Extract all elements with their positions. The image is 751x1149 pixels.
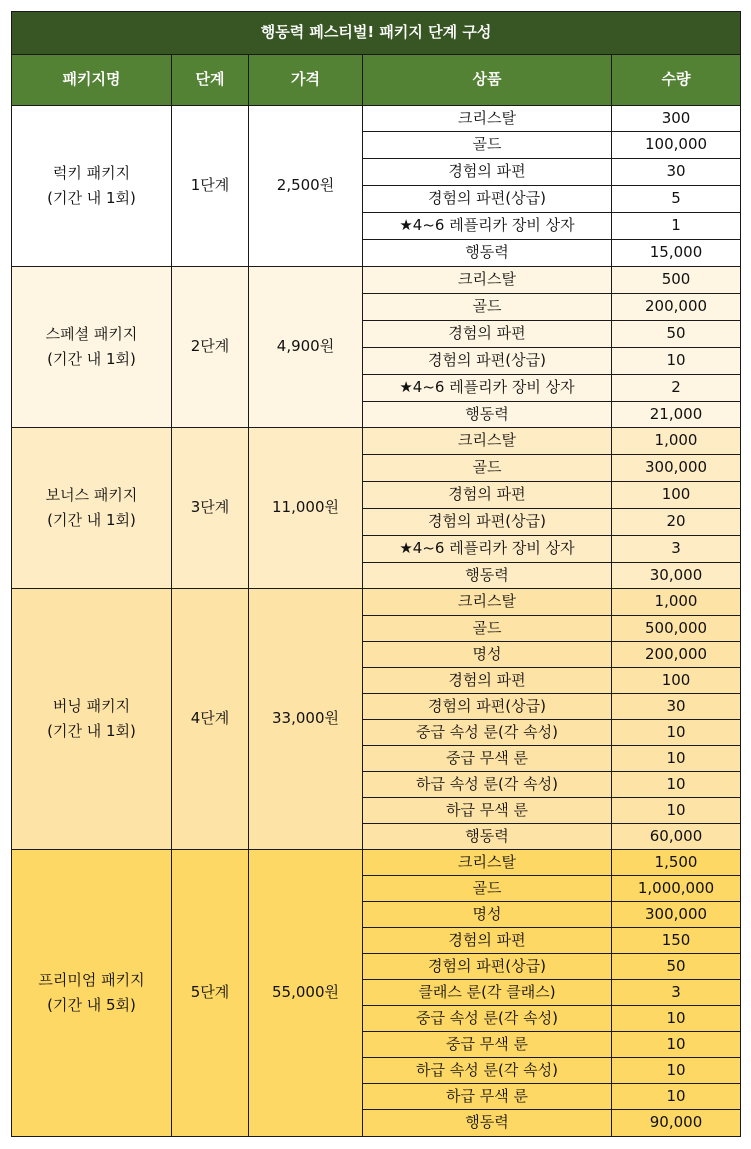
product-cell: 골드 (363, 294, 612, 321)
quantity-cell: 500 (612, 267, 741, 294)
product-cell: 하급 속성 룬(각 속성) (363, 1058, 612, 1084)
quantity-cell: 150 (612, 928, 741, 954)
product-cell: 골드 (363, 876, 612, 902)
quantity-cell: 10 (612, 1084, 741, 1110)
quantity-cell: 90,000 (612, 1110, 741, 1137)
quantity-cell: 1,000,000 (612, 876, 741, 902)
package-tier: 5단계 (172, 850, 249, 1137)
package-name: 프리미엄 패키지 (38, 970, 145, 989)
table-body (12, 106, 741, 1137)
package-name: 스페셜 패키지 (45, 324, 138, 343)
quantity-cell: 1 (612, 213, 741, 240)
package-name-cell (12, 589, 172, 850)
product-cell: ★4~6 레플리카 장비 상자 (363, 213, 612, 240)
product-cell: 경험의 파편 (363, 482, 612, 509)
product-cell: 행동력 (363, 563, 612, 589)
product-cell: 중급 무색 룬 (363, 1032, 612, 1058)
product-cell: 명성 (363, 642, 612, 668)
quantity-cell: 50 (612, 954, 741, 980)
package-tier: 3단계 (172, 428, 249, 589)
package-name-cell (12, 106, 172, 267)
product-cell: 크리스탈 (363, 850, 612, 876)
product-cell: 크리스탈 (363, 589, 612, 616)
table-row (12, 850, 741, 876)
package-table (11, 11, 741, 1137)
package-limit: (기간 내 1회) (47, 511, 136, 529)
package-table-container (11, 11, 740, 1137)
quantity-cell: 30 (612, 694, 741, 720)
header-package-name: 패키지명 (12, 55, 172, 106)
package-tier: 2단계 (172, 267, 249, 428)
product-cell: 크리스탈 (363, 267, 612, 294)
product-cell: 행동력 (363, 240, 612, 267)
product-cell: 골드 (363, 616, 612, 642)
package-price: 11,000원 (249, 428, 363, 589)
table-row (12, 106, 741, 132)
quantity-cell: 300,000 (612, 455, 741, 482)
quantity-cell: 1,500 (612, 850, 741, 876)
quantity-cell: 30,000 (612, 563, 741, 589)
quantity-cell: 1,000 (612, 589, 741, 616)
product-cell: 경험의 파편(상급) (363, 694, 612, 720)
header-product: 상품 (363, 55, 612, 106)
quantity-cell: 5 (612, 186, 741, 213)
product-cell: 하급 무색 룬 (363, 1084, 612, 1110)
product-cell: 하급 속성 룬(각 속성) (363, 772, 612, 798)
header-tier: 단계 (172, 55, 249, 106)
quantity-cell: 15,000 (612, 240, 741, 267)
product-cell: 중급 속성 룬(각 속성) (363, 720, 612, 746)
product-cell: 크리스탈 (363, 428, 612, 455)
quantity-cell: 3 (612, 536, 741, 563)
package-name-cell (12, 267, 172, 428)
product-cell: ★4~6 레플리카 장비 상자 (363, 536, 612, 563)
package-name-cell (12, 428, 172, 589)
package-limit: (기간 내 1회) (47, 189, 136, 207)
product-cell: 경험의 파편(상급) (363, 186, 612, 213)
package-price: 33,000원 (249, 589, 363, 850)
product-cell: 경험의 파편(상급) (363, 348, 612, 375)
product-cell: 경험의 파편 (363, 321, 612, 348)
quantity-cell: 200,000 (612, 294, 741, 321)
quantity-cell: 10 (612, 772, 741, 798)
quantity-cell: 100 (612, 482, 741, 509)
product-cell: 중급 속성 룬(각 속성) (363, 1006, 612, 1032)
quantity-cell: 200,000 (612, 642, 741, 668)
product-cell: 행동력 (363, 824, 612, 850)
table-row (12, 267, 741, 294)
product-cell: 경험의 파편(상급) (363, 509, 612, 536)
quantity-cell: 10 (612, 798, 741, 824)
quantity-cell: 10 (612, 720, 741, 746)
product-cell: 행동력 (363, 402, 612, 428)
quantity-cell: 100,000 (612, 132, 741, 159)
package-price: 55,000원 (249, 850, 363, 1137)
product-cell: 중급 무색 룬 (363, 746, 612, 772)
quantity-cell: 10 (612, 1006, 741, 1032)
product-cell: 명성 (363, 902, 612, 928)
quantity-cell: 300,000 (612, 902, 741, 928)
package-limit: (기간 내 5회) (47, 996, 136, 1014)
product-cell: 경험의 파편 (363, 668, 612, 694)
product-cell: 클래스 룬(각 클래스) (363, 980, 612, 1006)
product-cell: 경험의 파편(상급) (363, 954, 612, 980)
header-quantity: 수량 (612, 55, 741, 106)
package-tier: 1단계 (172, 106, 249, 267)
package-price: 2,500원 (249, 106, 363, 267)
quantity-cell: 10 (612, 746, 741, 772)
quantity-cell: 50 (612, 321, 741, 348)
quantity-cell: 10 (612, 1058, 741, 1084)
package-name: 버닝 패키지 (52, 696, 131, 715)
table-row (12, 428, 741, 455)
quantity-cell: 300 (612, 106, 741, 132)
table-title: 행동력 페스티벌! 패키지 단계 구성 (12, 12, 741, 55)
package-name: 럭키 패키지 (52, 163, 131, 182)
product-cell: 경험의 파편 (363, 928, 612, 954)
quantity-cell: 1,000 (612, 428, 741, 455)
package-price: 4,900원 (249, 267, 363, 428)
quantity-cell: 30 (612, 159, 741, 186)
quantity-cell: 60,000 (612, 824, 741, 850)
quantity-cell: 10 (612, 348, 741, 375)
quantity-cell: 20 (612, 509, 741, 536)
product-cell: ★4~6 레플리카 장비 상자 (363, 375, 612, 402)
product-cell: 경험의 파편 (363, 159, 612, 186)
package-limit: (기간 내 1회) (47, 350, 136, 368)
package-name-cell (12, 850, 172, 1137)
product-cell: 크리스탈 (363, 106, 612, 132)
quantity-cell: 3 (612, 980, 741, 1006)
quantity-cell: 2 (612, 375, 741, 402)
quantity-cell: 21,000 (612, 402, 741, 428)
package-limit: (기간 내 1회) (47, 722, 136, 740)
product-cell: 하급 무색 룬 (363, 798, 612, 824)
product-cell: 골드 (363, 455, 612, 482)
quantity-cell: 500,000 (612, 616, 741, 642)
quantity-cell: 10 (612, 1032, 741, 1058)
product-cell: 골드 (363, 132, 612, 159)
package-name: 보너스 패키지 (45, 485, 138, 504)
product-cell: 행동력 (363, 1110, 612, 1137)
table-row (12, 589, 741, 616)
package-tier: 4단계 (172, 589, 249, 850)
header-price: 가격 (249, 55, 363, 106)
quantity-cell: 100 (612, 668, 741, 694)
